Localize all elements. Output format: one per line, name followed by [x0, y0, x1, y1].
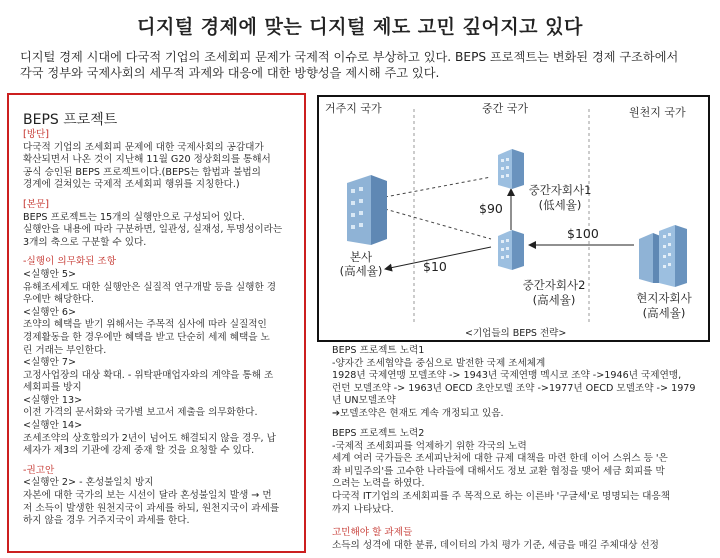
- local-subsidiary-tax: (高세율): [642, 306, 686, 320]
- section-effort-1: [332, 345, 712, 421]
- item-heading: <실행안 14>: [23, 420, 83, 432]
- item-heading: <실행안 5>: [23, 268, 77, 280]
- intermediate-2-tax: (高세율): [532, 293, 576, 307]
- main-heading: [본문]: [23, 198, 50, 210]
- section-line: 런던 모델조약 -> 1963년 OECD 초안모델 조약 ->1977년 OECD 모델조약 -> 1979: [332, 382, 696, 394]
- item-line: 이전 가격의 문서화와 국가별 보고서 제출을 의무화한다.: [23, 407, 258, 419]
- item-line: 유해조세제도 대한 실행안은 실질적 연구개발 등을 실행한 경: [23, 281, 277, 293]
- section-challenges: [332, 527, 712, 552]
- item-heading: <실행안 6>: [23, 306, 77, 318]
- amount-90-label: $90: [479, 201, 503, 216]
- item-heading: <실행안 7>: [23, 357, 77, 369]
- ownership-line: [385, 209, 491, 239]
- diagram-caption: <기업들의 BEPS 전략>: [465, 328, 567, 339]
- ownership-line: [385, 177, 491, 197]
- section-line: 1928년 국제연맹 모델조약 -> 1943년 국제연맹 멕시코 조약 ->1946년 국제연맹,: [332, 370, 682, 382]
- section-effort-2: [332, 428, 712, 516]
- mandatory-heading: -실행이 의무화된 조항: [23, 256, 116, 268]
- section-line: 까지 나타났다.: [332, 503, 394, 515]
- intro-paragraph: [20, 49, 710, 81]
- local-subsidiary-name: 현지자회사: [636, 291, 692, 305]
- section-line: 소득의 성격에 대한 분류, 데이터의 가치 평가 기준, 세금을 매길 주체대상 선정: [332, 539, 659, 551]
- amount-10-label: $10: [423, 259, 447, 274]
- background-heading: [방단]: [23, 129, 50, 140]
- item-line: 고정사업장의 대상 확대. - 위탁판매업자와의 계약을 통해 조: [23, 369, 274, 381]
- item-line: 하지 않을 경우 거주지국이 과세를 한다.: [23, 515, 190, 527]
- recommend-heading: -권고안: [23, 464, 55, 476]
- intermediate-subsidiary-2-icon: [494, 230, 528, 270]
- item-line: 세회피를 방지: [23, 382, 82, 394]
- source-country-label: 원천지 국가: [629, 106, 686, 119]
- background-line: 다국적 기업의 조세회피 문제에 대한 국제사회의 공감대가: [23, 141, 264, 153]
- hq-tax: (高세율): [339, 264, 383, 278]
- item-line: 린 거래는 부인한다.: [23, 344, 107, 356]
- section-heading: BEPS 프로젝트 노력2: [332, 428, 425, 439]
- main-line: BEPS 프로젝트는 15개의 실행안으로 구성되어 있다.: [23, 211, 245, 223]
- panel-body: [23, 129, 305, 528]
- background-line: 확산되면서 나온 것이 지난해 11월 G20 정상회의를 통해서: [23, 154, 271, 166]
- panel-title: BEPS 프로젝트: [23, 112, 118, 128]
- item-heading: <실행안 2> - 혼성불일치 방지: [23, 477, 154, 489]
- section-heading: 고민해야 할 과제들: [332, 527, 413, 538]
- background-line: 공식 승인된 BEPS 프로젝트이다.(BEPS는 합법과 불법의: [23, 166, 261, 178]
- intermediate-1-tax: (低세율): [538, 198, 582, 212]
- item-line: 자본에 대한 국가의 보는 시선이 달라 혼성불일치 발생 → 먼: [23, 490, 272, 502]
- intro-line: 각국 정부와 국제사회의 세무적 과제와 대응에 대한 방향성을 제시해 주고 있다.: [20, 66, 440, 80]
- section-line: 좌 비밀주의'를 고수한 나라들에 대해서도 정보 교환 협정을 맺어 세금 회피를 막: [332, 465, 665, 477]
- beps-strategy-diagram: [317, 95, 710, 342]
- intermediate-1-name: 중간자회사1: [528, 183, 592, 197]
- item-line: 세자가 제3의 기관에 강제 중재 할 것을 요청할 수 있다.: [23, 445, 255, 457]
- section-line: 세계 여러 국가들은 조세피난처에 대한 규제 대책을 마련 한데 이어 스위스 등 '은: [332, 453, 668, 465]
- headquarters-building-icon: [341, 175, 389, 245]
- main-line: 3개의 축으로 구분할 수 있다.: [23, 236, 147, 248]
- item-line: 우에만 해당한다.: [23, 294, 94, 306]
- middle-country-label: 중간 국가: [482, 102, 529, 115]
- item-line: 저 소득이 발생한 원천지국이 과세를 하되, 원천지국이 과세를: [23, 502, 280, 514]
- intermediate-subsidiary-1-icon: [494, 149, 528, 189]
- item-line: 조세조약의 상호합의가 2년이 넘어도 해결되지 않을 경우, 납: [23, 432, 276, 444]
- intermediate-2-name: 중간자회사2: [522, 278, 586, 292]
- section-line: ➔모델조약은 현재도 계속 개정되고 있음.: [332, 407, 504, 419]
- amount-100-label: $100: [567, 226, 599, 241]
- section-line: 으려는 노력을 하였다.: [332, 478, 425, 490]
- main-line: 실행안을 내용에 따라 구분하면, 일관성, 실재성, 투명성이라는: [23, 224, 283, 236]
- section-line: -국제적 조세회피를 억제하기 위한 각국의 노력: [332, 440, 527, 452]
- local-subsidiary-building-icon: [637, 225, 689, 287]
- page-title: 디지털 경제에 맞는 디지털 제도 고민 깊어지고 있다: [137, 16, 583, 38]
- hq-name: 본사: [349, 250, 373, 264]
- item-line: 조약의 혜택을 받기 위해서는 주목적 심사에 따라 실질적인: [23, 319, 267, 331]
- section-line: 년 UN모델조약: [332, 395, 396, 407]
- beps-project-panel: [7, 93, 306, 553]
- section-heading: BEPS 프로젝트 노력1: [332, 345, 425, 356]
- intro-line: 디지털 경제 시대에 다국적 기업의 조세회피 문제가 국제적 이슈로 부상하고 있다. BEPS 프로젝트는 변화된 경제 구조하에서: [20, 50, 679, 64]
- item-heading: <실행안 13>: [23, 394, 83, 406]
- item-line: 경제활동을 한 경우에만 혜택을 받고 단순히 세제 혜택을 노: [23, 331, 270, 343]
- section-line: 다국적 IT기업의 조세회피를 주 목적으로 하는 이른바 '구글세'로 명명되는 대응책: [332, 490, 670, 502]
- residence-country-label: 거주지 국가: [325, 102, 382, 115]
- section-line: -양자간 조세협약을 중심으로 발전한 국제 조세체계: [332, 357, 546, 369]
- background-line: 경계에 걸쳐있는 국제적 조세회피 행위를 지칭한다.): [23, 179, 240, 191]
